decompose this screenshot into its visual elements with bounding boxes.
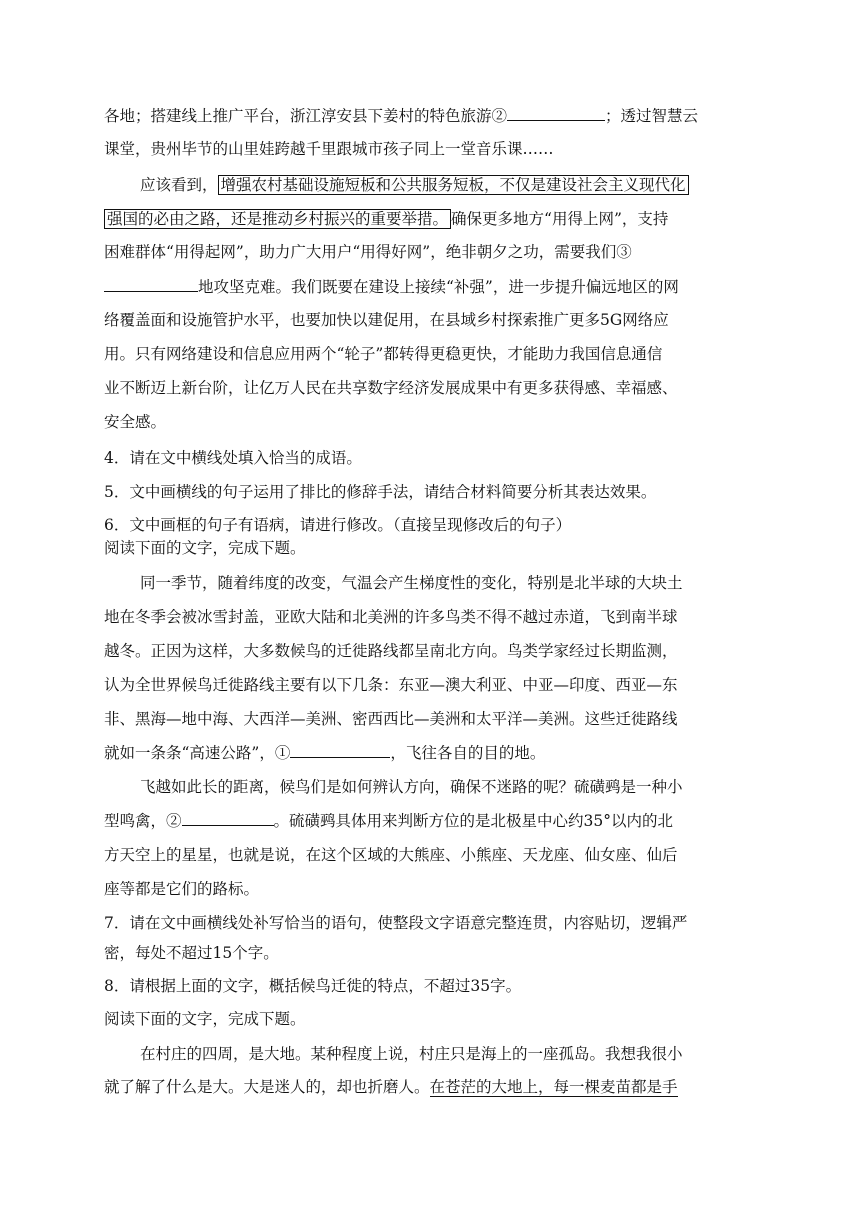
text-line: 同一季节，随着纬度的改变，气温会产生梯度性的变化，特别是北半球的大块土: [140, 574, 683, 592]
text-span: ，飞往各自的目的地。: [390, 744, 546, 762]
text-line: 络覆盖面和设施管护水平，也要加快以建促用，在县域乡村探索推广更多5G网络应: [104, 311, 669, 329]
text-span: 就如一条条“高速公路”，①: [104, 744, 291, 762]
question-item: 5．文中画横线的句子运用了排比的修辞手法，请结合材料简要分析其表达效果。: [104, 483, 657, 501]
section-intro: 阅读下面的文字，完成下题。: [104, 539, 306, 557]
text-line: 方天空上的星星，也就是说，在这个区域的大熊座、小熊座、天龙座、仙女座、仙后: [104, 846, 678, 864]
fill-blank-2: [182, 811, 274, 826]
fill-blank-1: [290, 743, 390, 758]
section-intro: 阅读下面的文字，完成下题。: [104, 1010, 306, 1028]
question-item: 4．请在文中横线处填入恰当的成语。: [104, 449, 362, 467]
text-span: 。硫磺鹀具体用来判断方位的是北极星中心约35°以内的北: [273, 812, 673, 830]
text-span: 确保更多地方“用得上网”，支持: [451, 210, 669, 228]
text-line: 课堂，贵州毕节的山里娃跨越千里跟城市孩子同上一堂音乐课……: [104, 140, 554, 158]
fill-blank-3: [104, 277, 198, 292]
question-item: 7．请在文中画横线处补写恰当的语句，使整段文字语意完整连贯，内容贴切，逻辑严: [104, 914, 688, 932]
text-line: [140, 175, 689, 195]
text-line: 认为全世界候鸟迁徙路线主要有以下几条：东亚—澳大利亚、中亚—印度、西亚—东: [104, 676, 678, 694]
text-line: [104, 811, 673, 831]
text-span: 各地；搭建线上推广平台，浙江淳安县下姜村的特色旅游②: [104, 107, 508, 125]
text-line: [104, 743, 545, 763]
text-line: 座等都是它们的路标。: [104, 880, 260, 898]
text-line: 越冬。正因为这样，大多数候鸟的迁徙路线都呈南北方向。鸟类学家经过长期监测，: [104, 642, 678, 660]
text-line: [104, 209, 668, 229]
text-line: 困难群体“用得起网”，助力广大用户“用得好网”，绝非朝夕之功，需要我们③: [104, 243, 632, 261]
text-line: 业不断迈上新台阶，让亿万人民在共享数字经济发展成果中有更多获得感、幸福感、: [104, 379, 678, 397]
text-span: 应该看到，: [140, 176, 218, 194]
text-span: 型鸣禽，②: [104, 812, 182, 830]
text-line: 安全感。: [104, 413, 167, 431]
question-item: 密，每处不超过15个字。: [104, 944, 279, 962]
boxed-sentence: 强国的必由之路，还是推动乡村振兴的重要举措。: [104, 209, 451, 229]
text-line: 在村庄的四周，是大地。某种程度上说，村庄只是海上的一座孤岛。我想我很小: [140, 1045, 683, 1063]
text-span: 就了解了什么是大。大是迷人的，却也折磨人。: [104, 1078, 430, 1096]
text-line: [104, 277, 679, 297]
text-line: [104, 106, 698, 126]
text-line: [104, 1077, 678, 1097]
underlined-sentence: 在苍茫的大地上，每一棵麦苗都是手: [429, 1078, 678, 1096]
question-item: 6．文中画框的句子有语病，请进行修改。（直接呈现修改后的句子）: [104, 516, 572, 534]
text-line: 地在冬季会被冰雪封盖，亚欧大陆和北美洲的许多鸟类不得不越过赤道，飞到南半球: [104, 608, 678, 626]
fill-blank-2: [507, 106, 605, 121]
text-line: 非、黑海—地中海、大西洋—美洲、密西西比—美洲和太平洋—美洲。这些迁徙路线: [104, 710, 678, 728]
boxed-sentence: 增强农村基础设施短板和公共服务短板，不仅是建设社会主义现代化: [218, 175, 689, 195]
question-item: 8．请根据上面的文字，概括候鸟迁徙的特点，不超过35字。: [104, 977, 522, 995]
text-span: ；透过智慧云: [605, 107, 699, 125]
text-line: 用。只有网络建设和信息应用两个“轮子”都转得更稳更快，才能助力我国信息通信: [104, 345, 663, 363]
text-span: 地攻坚克难。我们既要在建设上接续“补强”，进一步提升偏远地区的网: [198, 278, 679, 296]
text-line: 飞越如此长的距离，候鸟们是如何辨认方向，确保不迷路的呢？硫磺鹀是一种小: [140, 778, 683, 796]
